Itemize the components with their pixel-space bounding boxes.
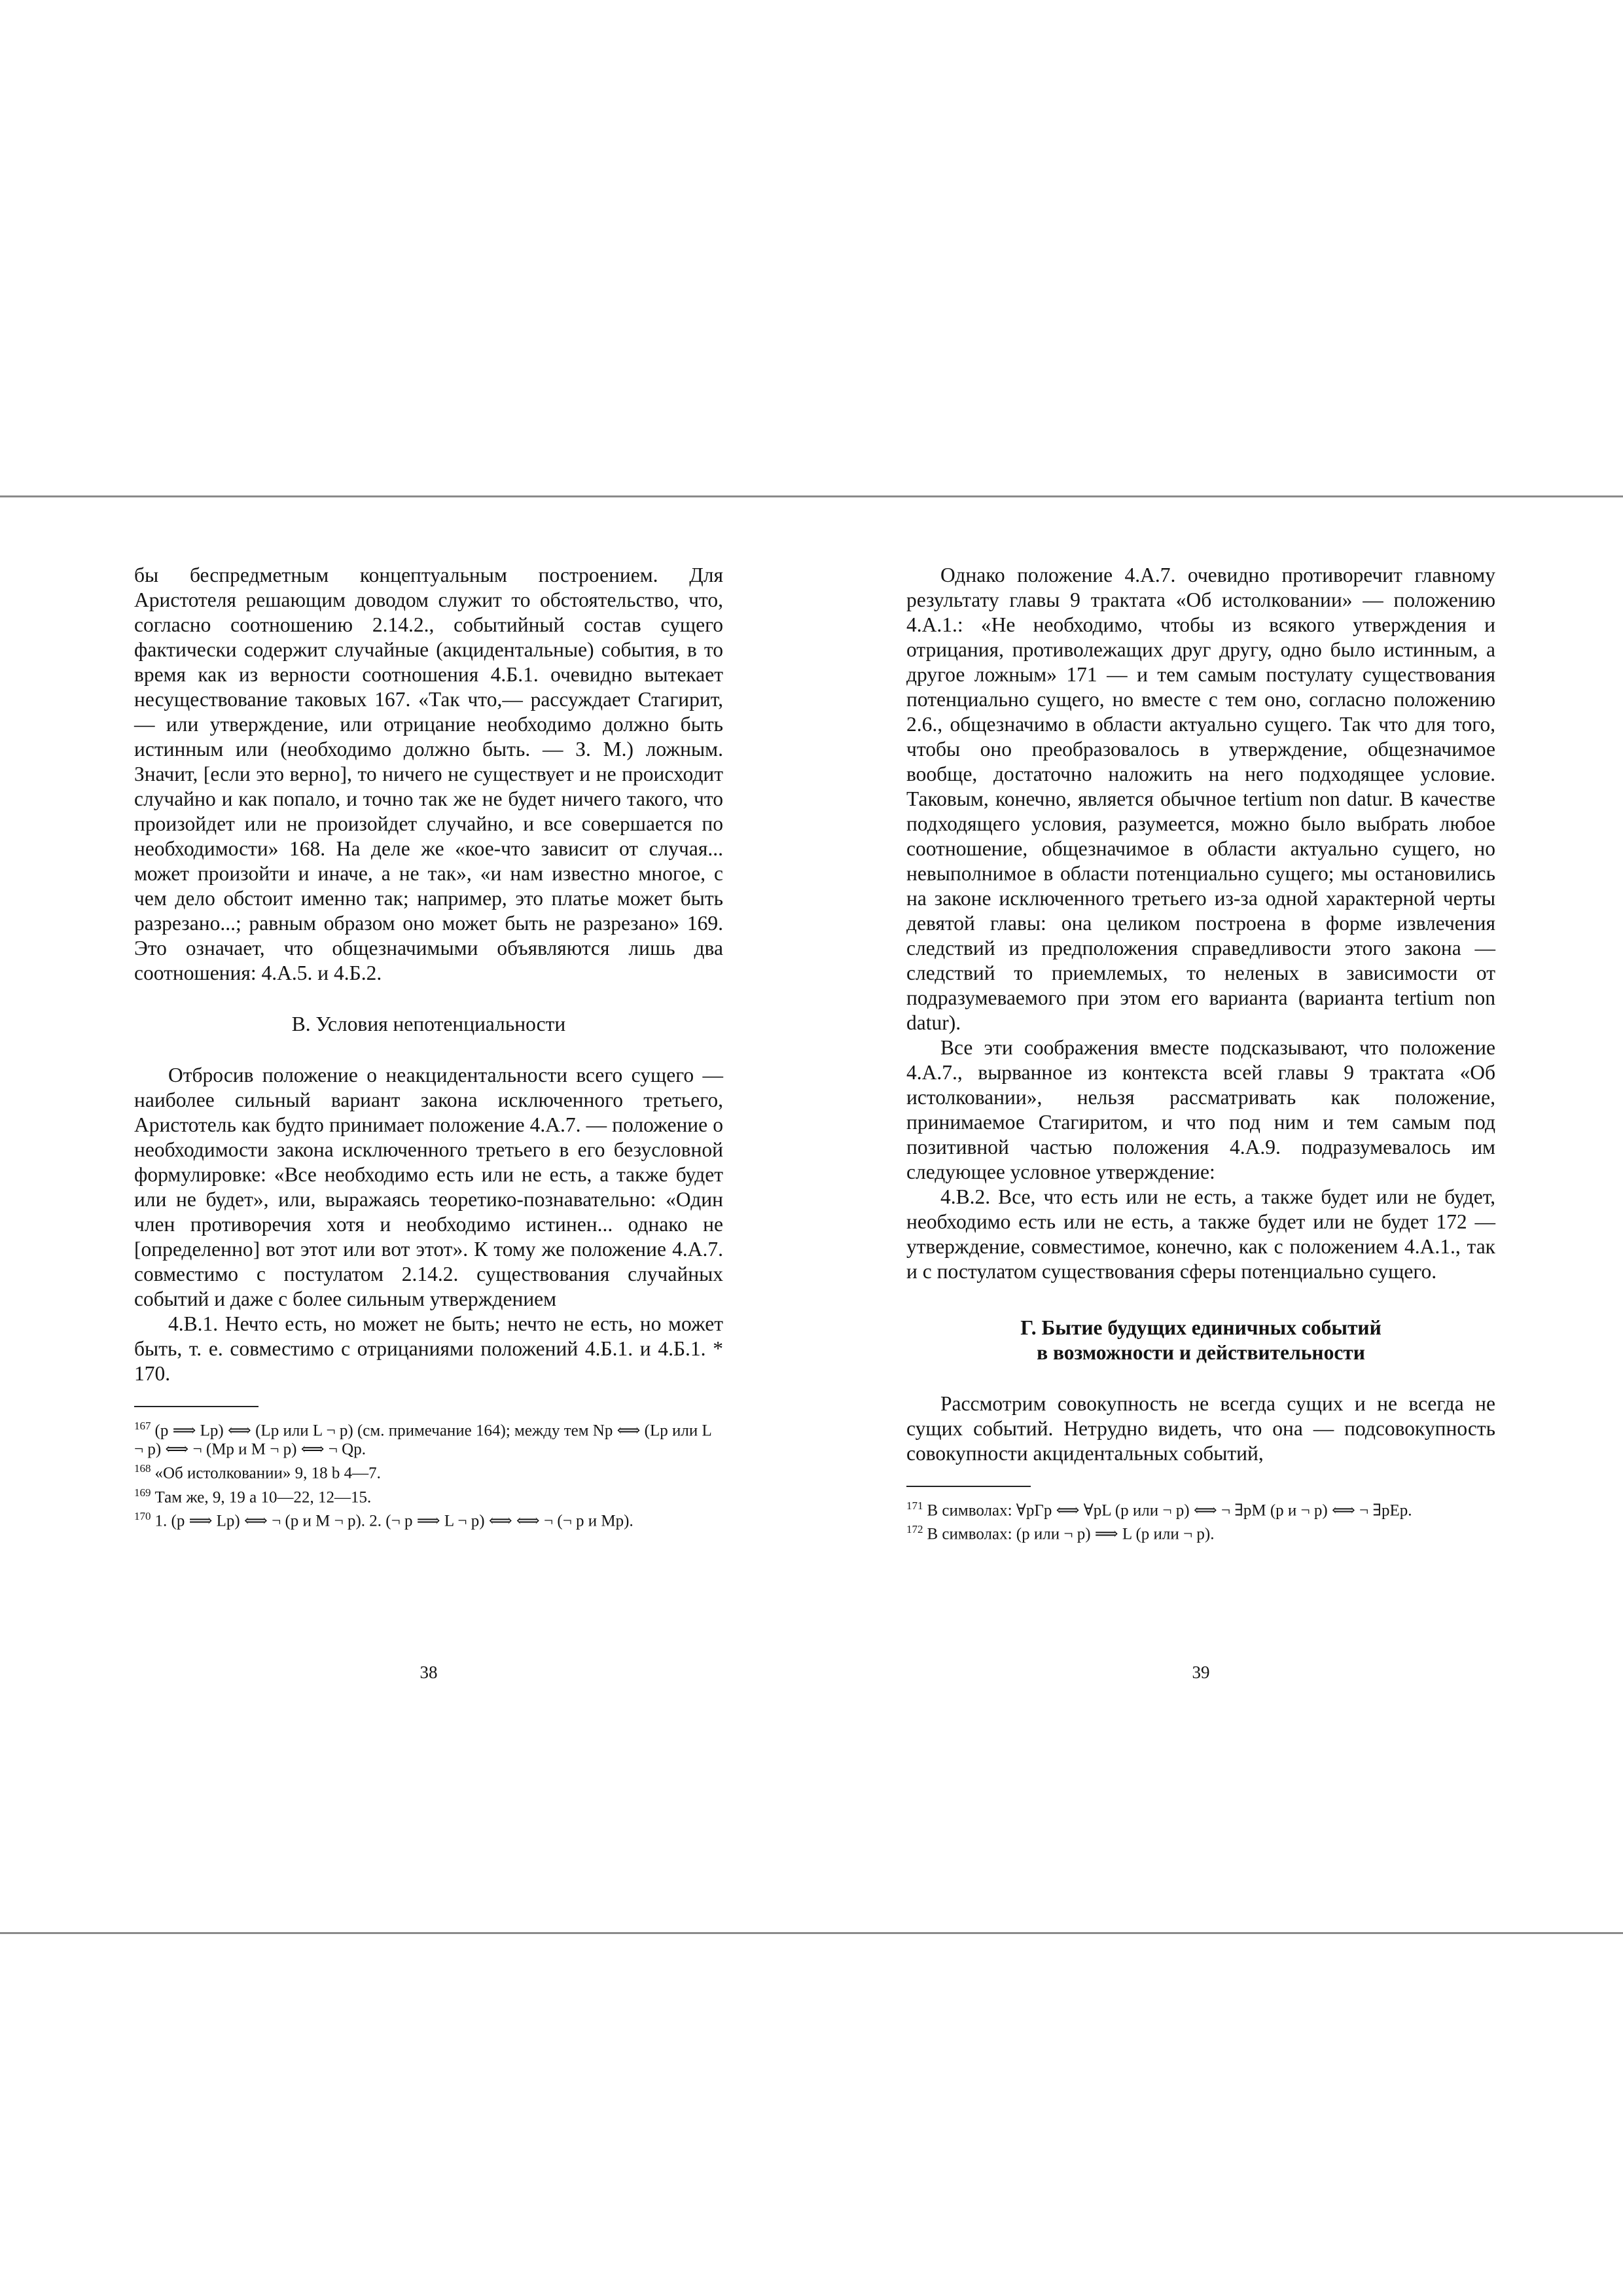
scan-border-bottom bbox=[0, 1932, 1623, 1934]
left-footnote-rule bbox=[134, 1406, 259, 1407]
right-paragraph-1: Однако положение 4.А.7. очевидно противоречит главному результату главы 9 трактата «Об истолковании» — положению 4.А.1.: «Не необходимо, чтобы из всякого утверждения и отрицания, противолежащих друг другу, одно было истинным, а другое ложным» 171 — и тем самым постулату существования потенциально сущего, но вместе с тем оно, согласно положению 2.6., общезначимо в области актуально сущего. Так что для того, чтобы оно преобразовалось в утверждение, общезначимое вообще, достаточно наложить на него подходящее условие. Таковым, конечно, является обычное tertium non datur. В качестве подходящего условия, разумеется, можно было выбрать любое соотношение, общезначимое в области актуально сущего, но невыполнимое в области потенциально сущего; мы остановились на законе исключенного третьего из-за одной характерной черты девятой главы: она целиком построена в форме извлечения следствий из предположения справедливости этого закона — следствий то приемлемых, то неленых в зависимости от подразумеваемого при этом его варианта (варианта tertium non datur). bbox=[906, 564, 1495, 1034]
footnote-172: $^{172}$ В символах: (p или ¬ p) ⟹ L (p или ¬ p). bbox=[906, 1523, 1215, 1543]
footnote-169: $^{169}$ Там же, 9, 19 a 10—22, 12—15. bbox=[134, 1486, 372, 1506]
scan-border-top bbox=[0, 495, 1623, 497]
left-page bbox=[134, 563, 723, 1530]
right-paragraph-4: Рассмотрим совокупность не всегда сущих и не всегда не сущих событий. Нетрудно видеть, что она — подсовокупность совокупности акцидентальных событий, bbox=[906, 1392, 1495, 1465]
left-paragraph-1: бы беспредметным концептуальным построением. Для Аристотеля решающим доводом служит то обстоятельство, что, согласно соотношению 2.14.2., событийный состав сущего фактически содержит случайные (акцидентальные) события, в то время как из верности соотношения 4.Б.1. очевидно вытекает несуществование таковых 167. «Так что,— рассуждает Стагирит,— или утверждение, или отрицание необходимо должно быть истинным или (необходимо должно быть. — З. М.) ложным. Значит, [если это верно], то ничего не существует и не происходит случайно и как попало, и точно так же не будет ничего такого, что произойдет или не произойдет случайно, и все совершается по необходимости» 168. На деле же «кое-что зависит от случая... может произойти и иначе, а не так», «и нам известно многое, с чем дело обстоит именно так; например, это платье может быть разрезано...; равным образом оно может быть не разрезано» 169. Это означает, что общезначимыми объявляются лишь два соотношения: 4.А.5. и 4.Б.2. bbox=[134, 564, 723, 984]
right-paragraph-3: 4.В.2. Все, что есть или не есть, а также будет или не будет, необходимо есть или не есть, а также будет или не будет 172 — утверждение, совместимое, конечно, как с положением 4.А.1., так и с постулатом существования сферы потенциально сущего. bbox=[906, 1185, 1495, 1283]
right-paragraph-2: Все эти соображения вместе подсказывают, что положение 4.А.7., вырванное из контекста всей главы 9 трактата «Об истолковании», нельзя рассматривать как положение, принимаемое Стагиритом, и что под ним и тем самым под позитивной частью положения 4.А.9. подразумевалось им следующее условное утверждение: bbox=[906, 1036, 1495, 1183]
right-heading-line-2: в возможности и действительности bbox=[1037, 1341, 1365, 1364]
footnote-167: $^{167}$ (p ⟹ Lp) ⟺ (Lp или L ¬ p) (см. примечание 164); между тем Np ⟺ (Lp или L ¬ p) ⟺ ¬ (Mp и M ¬ p) ⟺ ¬ Qp. bbox=[134, 1420, 711, 1459]
right-page bbox=[906, 563, 1495, 1544]
right-page-number: 39 bbox=[1192, 1662, 1210, 1682]
footnote-170: $^{170}$ 1. (p ⟹ Lp) ⟺ ¬ (p и M ¬ p). 2. (¬ p ⟹ L ¬ p) ⟺ ⟺ ¬ (¬ p и Mp). bbox=[134, 1509, 633, 1530]
footnote-168: $^{168}$ «Об истолковании» 9, 18 b 4—7. bbox=[134, 1462, 381, 1482]
footnote-171: $^{171}$ В символах: ∀pΓp ⟺ ∀pL (p или ¬ p) ⟺ ¬ ∃pM (p и ¬ p) ⟺ ¬ ∃pEp. bbox=[906, 1499, 1412, 1520]
right-heading-line-1: Г. Бытие будущих единичных событий bbox=[1020, 1316, 1382, 1339]
left-section-heading: В. Условия непотенциальности bbox=[291, 1013, 566, 1035]
left-paragraph-2: Отбросив положение о неакцидентальности всего сущего — наиболее сильный вариант закона исключенного третьего, Аристотель как будто принимает положение 4.А.7. — положение о необходимости закона исключенного третьего в его безусловной формулировке: «Все необходимо есть или не есть, а также будет или не будет», или, выражаясь теоретико-познавательно: «Один член противоречия хотя и необходимо истинен... однако не [определенно] вот этот или вот этот». К тому же положение 4.А.7. совместимо с постулатом 2.14.2. существования случайных событий и даже с более сильным утверждением bbox=[134, 1064, 723, 1310]
left-paragraph-3: 4.В.1. Нечто есть, но может не быть; нечто не есть, но может быть, т. е. совместимо с отрицаниями положений 4.Б.1. и 4.Б.1. * 170. bbox=[134, 1312, 723, 1385]
right-section-heading bbox=[906, 1316, 1495, 1365]
right-footnote-rule bbox=[906, 1486, 1031, 1487]
left-page-number: 38 bbox=[419, 1662, 438, 1682]
